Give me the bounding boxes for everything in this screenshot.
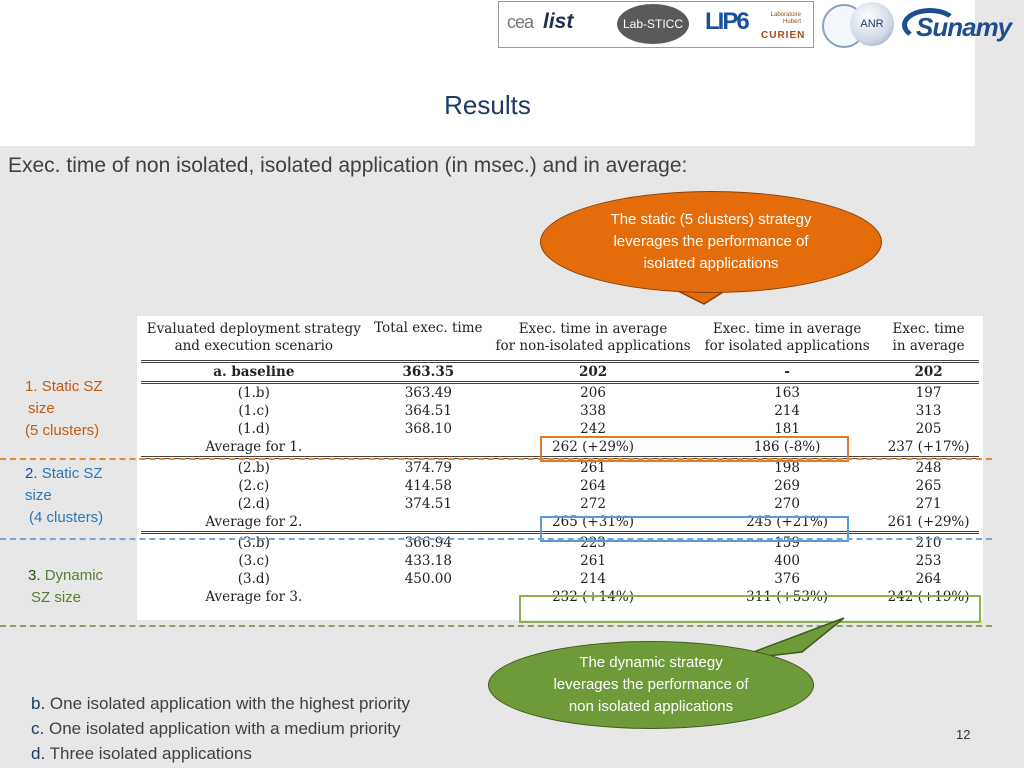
- side-label-number: 1.: [25, 378, 38, 395]
- table-row: (1.d) 368.10 242 181 205: [237, 421, 942, 437]
- side-label-static-5: 1. Static SZ size (5 clusters): [25, 378, 103, 439]
- side-label-static-4: 2. Static SZ size (4 clusters): [25, 465, 104, 526]
- table-row-average: Average for 3. 232 (+14%) 311 (+53%) 242 (+19%): [205, 589, 970, 605]
- table-row: (3.d) 450.00 214 376 264: [237, 571, 942, 587]
- results-table-panel: [137, 316, 983, 620]
- results-table: [141, 316, 979, 606]
- legend-item-b: b. One isolated application with the highest priority: [31, 694, 410, 713]
- hubert-curien-logo-small: Laboratoire Hubert: [770, 12, 801, 25]
- legend-key: d.: [31, 744, 46, 763]
- list-logo: list: [543, 10, 574, 33]
- col-header-total: Total exec. time: [367, 316, 490, 362]
- legend-item-d: d. Three isolated applications: [31, 744, 252, 763]
- anr-logo: [850, 2, 894, 46]
- lip6-logo: LIP6: [705, 8, 748, 35]
- lab-sticc-logo: [617, 4, 689, 44]
- green-callout-line: The dynamic strategy: [579, 654, 723, 671]
- table-row: (1.b) 363.49 206 163 197: [237, 385, 942, 401]
- table-row-baseline: a. baseline 363.35 202 - 202: [141, 362, 979, 383]
- green-callout-line: non isolated applications: [568, 698, 734, 715]
- legend-item-c: c. One isolated application with a medium priority: [31, 719, 401, 738]
- col-header-strategy: Evaluated deployment strategy and execution scenario: [141, 316, 367, 362]
- table-row: (3.b) 366.94 223 159 210: [237, 535, 942, 551]
- table-row-average: Average for 2. 265 (+31%) 245 (+21%) 261 (+29%): [141, 513, 979, 533]
- col-header-isolated: Exec. time in average for isolated applications: [696, 316, 878, 362]
- slide-subtitle: Exec. time of non isolated, isolated application (in msec.) and in average:: [8, 154, 688, 177]
- anr-logo-text: ANR: [860, 18, 884, 30]
- sunamy-logo-text: Sunamy: [916, 12, 1012, 42]
- green-callout: [488, 641, 814, 729]
- orange-callout: [540, 191, 882, 293]
- cea-logo: cea: [507, 12, 534, 32]
- col-header-average: Exec. time in average: [878, 316, 979, 362]
- table-row: (2.b) 374.79 261 198 248: [237, 460, 942, 476]
- hubert-curien-logo-text: CURIEN: [761, 30, 806, 41]
- legend-key: c.: [31, 719, 45, 738]
- side-label-number: 3.: [28, 567, 41, 584]
- blue-dashed-separator: [0, 538, 992, 540]
- table-row: (2.d) 374.51 272 270 271: [237, 496, 942, 512]
- side-label-number: 2.: [25, 465, 38, 482]
- partner-logos-box: [498, 1, 814, 48]
- legend-key: b.: [31, 694, 46, 713]
- slide-title: Results: [444, 90, 531, 120]
- hubert-curien-logo: [757, 6, 807, 44]
- orange-callout-line: leverages the performance of: [613, 233, 809, 250]
- orange-dashed-separator: [0, 458, 992, 460]
- side-label-dynamic: 3. Dynamic SZ size: [28, 567, 104, 606]
- green-callout-line: leverages the performance of: [553, 676, 749, 693]
- table-row-average: Average for 1. 262 (+29%) 186 (-8%) 237 (+17%): [141, 438, 979, 458]
- page-number: 12: [956, 727, 971, 742]
- orange-callout-line: isolated applications: [643, 255, 779, 272]
- table-row: (1.c) 364.51 338 214 313: [238, 403, 942, 419]
- orange-callout-line: The static (5 clusters) strategy: [610, 211, 812, 228]
- sunamy-logo: [900, 6, 1024, 46]
- table-row: (3.c) 433.18 261 400 253: [238, 553, 942, 569]
- table-header-row: [141, 316, 979, 362]
- table-row: (2.c) 414.58 264 269 265: [238, 478, 942, 494]
- lab-sticc-logo-text: Lab-STICC: [623, 17, 684, 31]
- col-header-non-isolated: Exec. time in average for non-isolated applications: [490, 316, 696, 362]
